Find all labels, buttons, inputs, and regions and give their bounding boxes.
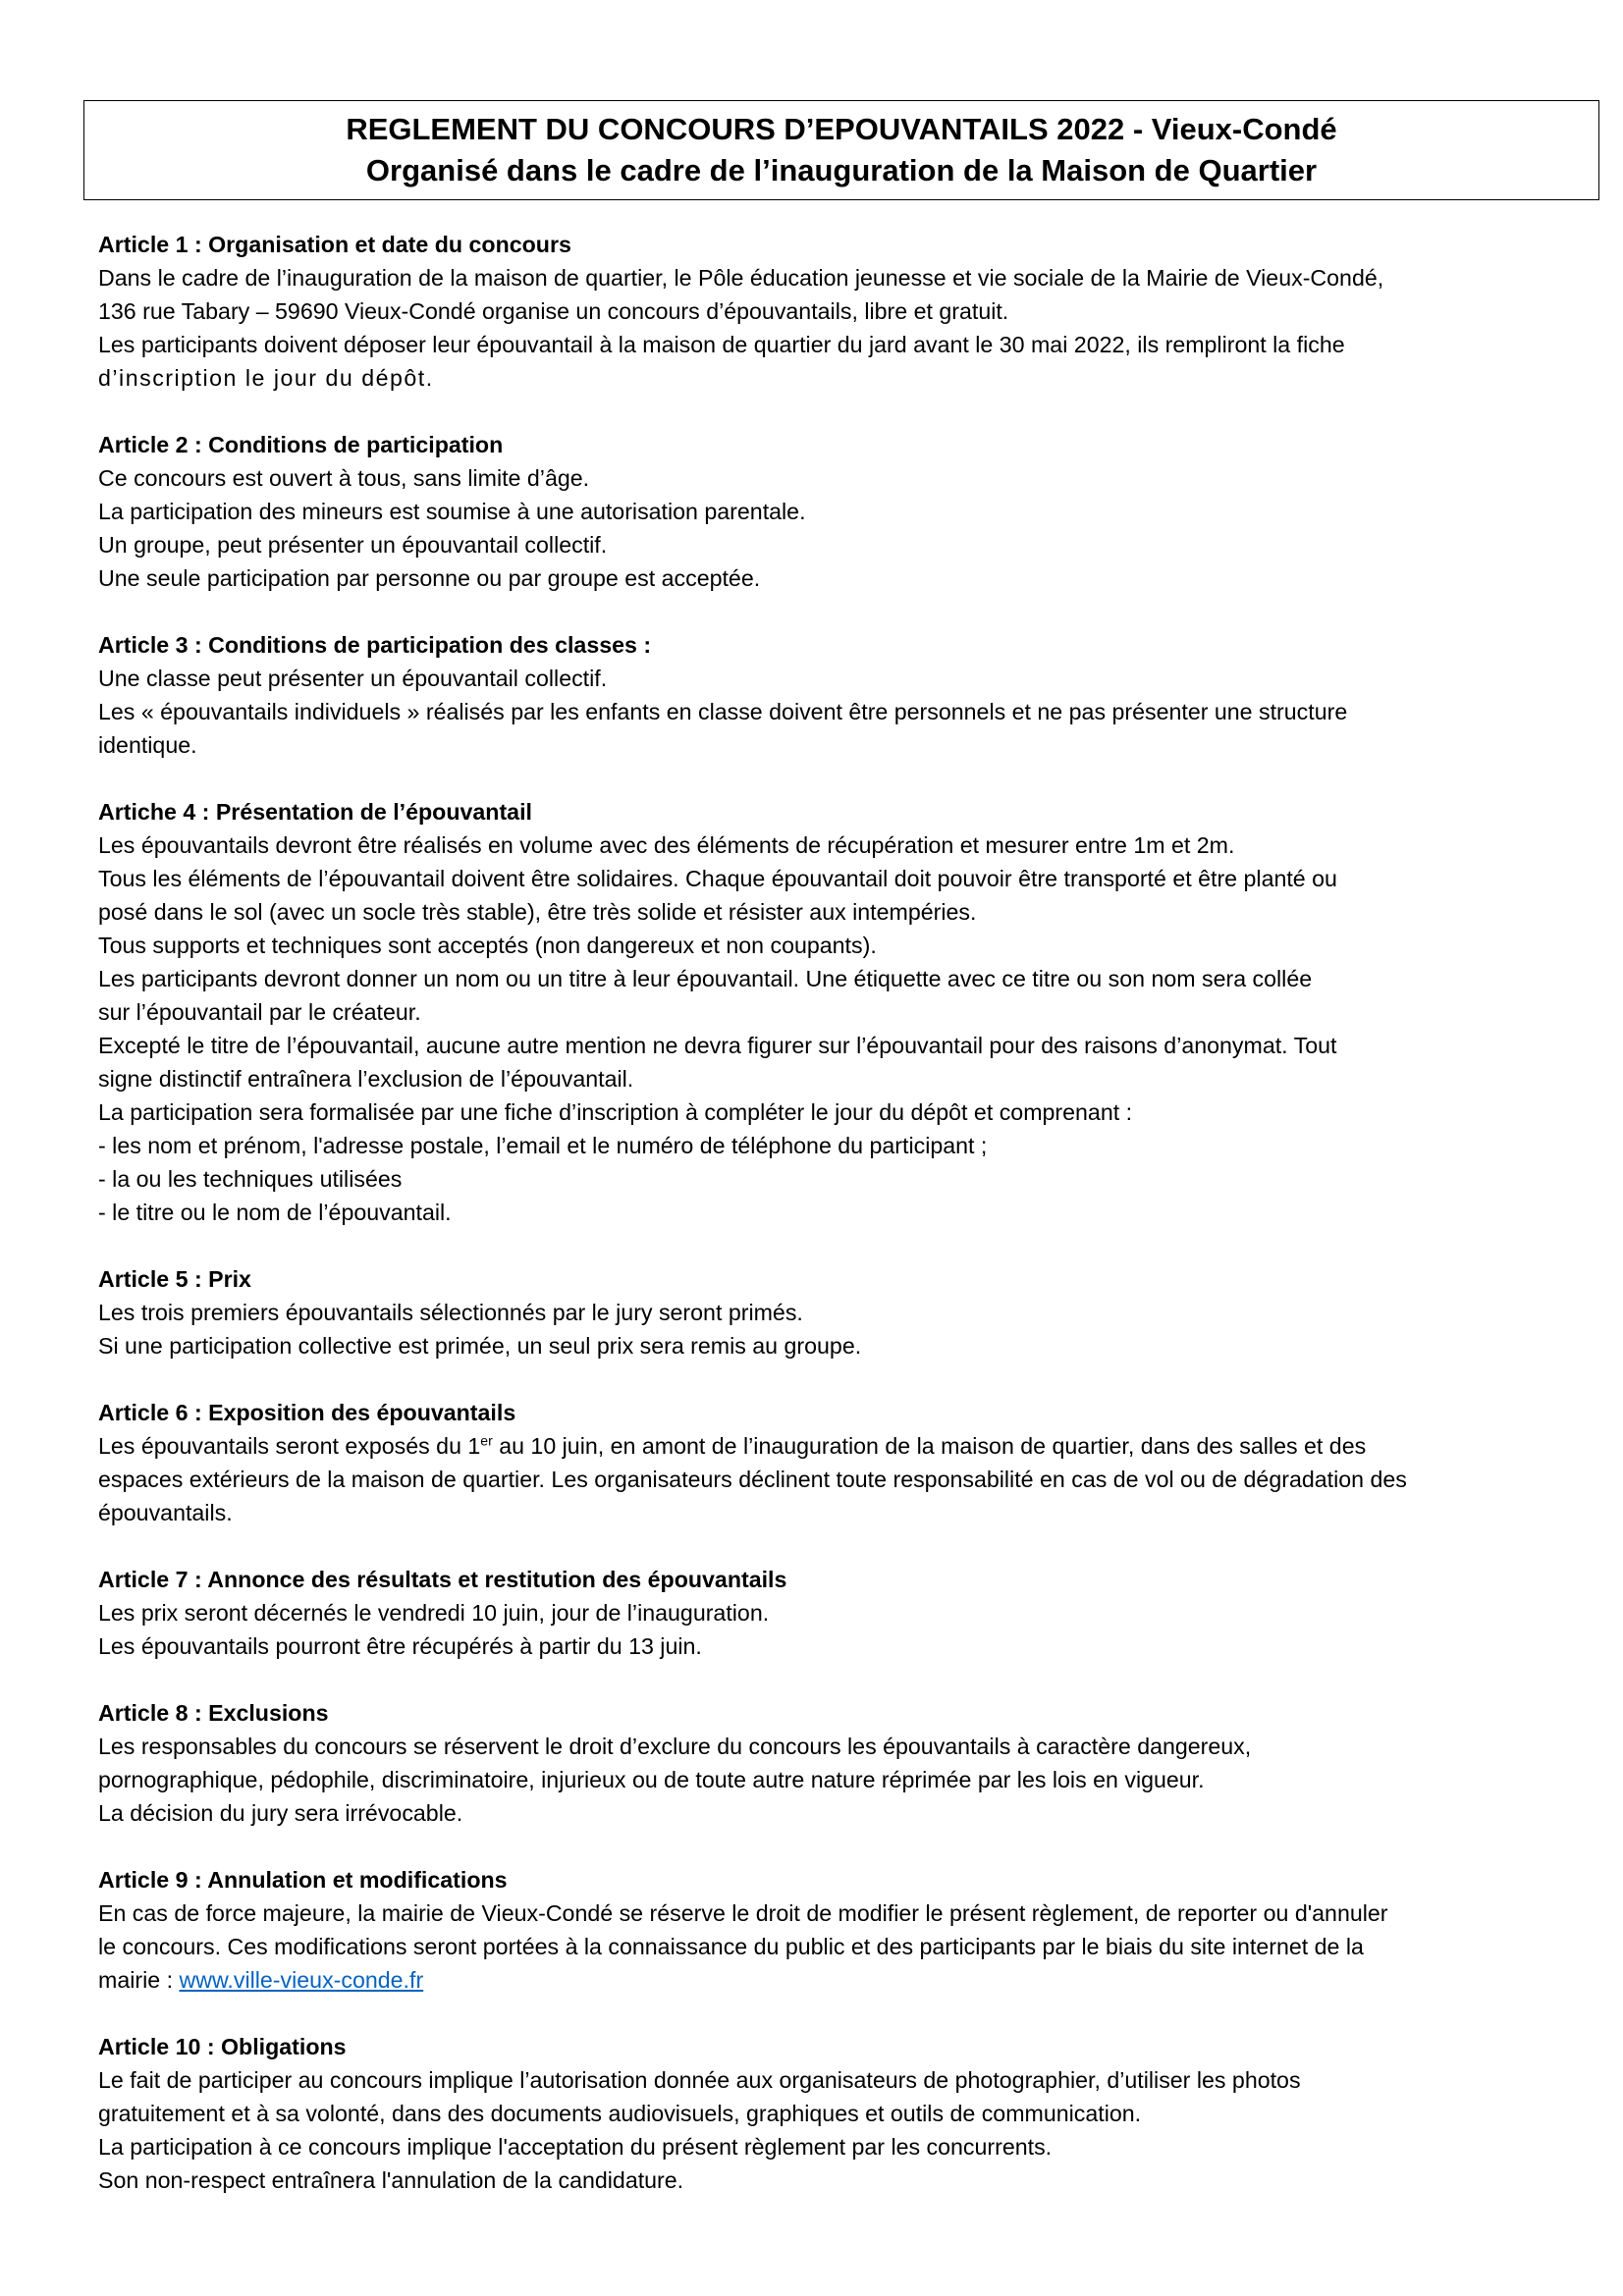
paragraph-line: Les épouvantails devront être réalisés en volume avec des éléments de récupération et mesurer entre 1m et 2m. xyxy=(98,832,1235,858)
paragraph-line: La participation sera formalisée par une fiche d’inscription à compléter le jour du dépôt et comprenant : xyxy=(98,1099,1133,1125)
paragraph-line: Excepté le titre de l’épouvantail, aucune autre mention ne devra figurer sur l’épouvantail pour des raisons d’anonymat. Tout xyxy=(98,1033,1337,1058)
paragraph-line: La décision du jury sera irrévocable. xyxy=(98,1800,463,1826)
paragraph-line: Les trois premiers épouvantails sélectionnés par le jury seront primés. xyxy=(98,1300,803,1325)
paragraph-line: épouvantails. xyxy=(98,1500,233,1525)
article-heading: Article 5 : Prix xyxy=(98,1266,251,1292)
paragraph-line: Tous les éléments de l’épouvantail doivent être solidaires. Chaque épouvantail doit pouvoir être transporté et être planté ou xyxy=(98,866,1337,891)
paragraph-line: Les « épouvantails individuels » réalisés par les enfants en classe doivent être personnels et ne pas présenter une structure xyxy=(98,699,1348,724)
paragraph-line: 136 rue Tabary – 59690 Vieux-Condé organise un concours d’épouvantails, libre et gratuit. xyxy=(98,298,1009,324)
document-body xyxy=(98,228,1542,2230)
article-heading: Article 8 : Exclusions xyxy=(98,1700,329,1726)
paragraph-line: Tous supports et techniques sont acceptés (non dangereux et non coupants). xyxy=(98,933,877,958)
paragraph-line: La participation des mineurs est soumise à une autorisation parentale. xyxy=(98,499,806,524)
paragraph-line: le concours. Ces modifications seront portées à la connaissance du public et des participants par le biais du site internet de la xyxy=(98,1934,1364,1959)
paragraph-line xyxy=(98,1429,1542,1463)
paragraph-line: pornographique, pédophile, discriminatoire, injurieux ou de toute autre nature réprimée par les lois en vigueur. xyxy=(98,1767,1205,1792)
article-heading: Article 3 : Conditions de participation des classes : xyxy=(98,632,652,658)
document-subtitle: Organisé dans le cadre de l’inauguration de la Maison de Quartier xyxy=(365,153,1318,187)
paragraph-line: Les prix seront décernés le vendredi 10 juin, jour de l’inauguration. xyxy=(98,1600,770,1626)
article-heading: Article 2 : Conditions de participation xyxy=(98,432,504,457)
article-4 xyxy=(98,795,1542,1229)
paragraph-line: Un groupe, peut présenter un épouvantail collectif. xyxy=(98,532,608,558)
paragraph-line: d’inscription le jour du dépôt. xyxy=(98,365,434,391)
article-heading: Article 7 : Annonce des résultats et restitution des épouvantails xyxy=(98,1567,787,1592)
article-7 xyxy=(98,1563,1542,1663)
list-item: - le titre ou le nom de l’épouvantail. xyxy=(98,1200,452,1225)
paragraph-line: Une classe peut présenter un épouvantail collectif. xyxy=(98,666,608,691)
title-box xyxy=(83,100,1599,200)
paragraph-line: Les responsables du concours se réservent le droit d’exclure du concours les épouvantails à caractère dangereux, xyxy=(98,1734,1252,1759)
article-5 xyxy=(98,1262,1542,1362)
text-run: au 10 juin, en amont de l’inauguration de la maison de quartier, dans des salles et des xyxy=(492,1433,1367,1459)
paragraph-line: identique. xyxy=(98,732,197,758)
paragraph-line: Son non-respect entraînera l'annulation de la candidature. xyxy=(98,2167,684,2193)
paragraph-line: Dans le cadre de l’inauguration de la maison de quartier, le Pôle éducation jeunesse et vie sociale de la Mairie de Vieux-Condé, xyxy=(98,265,1384,291)
text-run: mairie : xyxy=(98,1967,180,1993)
paragraph-line: Les participants doivent déposer leur épouvantail à la maison de quartier du jard avant le 30 mai 2022, ils rempliront la fiche xyxy=(98,332,1345,357)
paragraph-line: Les participants devront donner un nom ou un titre à leur épouvantail. Une étiquette avec ce titre ou son nom sera collée xyxy=(98,966,1313,991)
list-item: - la ou les techniques utilisées xyxy=(98,1166,403,1192)
paragraph-line: Si une participation collective est primée, un seul prix sera remis au groupe. xyxy=(98,1333,862,1359)
paragraph-line: posé dans le sol (avec un socle très stable), être très solide et résister aux intempéries. xyxy=(98,899,977,925)
article-heading: Artiche 4 : Présentation de l’épouvantail xyxy=(98,799,532,825)
article-heading: Article 10 : Obligations xyxy=(98,2034,347,2059)
paragraph-line: En cas de force majeure, la mairie de Vieux-Condé se réserve le droit de modifier le présent règlement, de reporter ou d'annuler xyxy=(98,1900,1388,1926)
paragraph-line: sur l’épouvantail par le créateur. xyxy=(98,999,421,1025)
article-heading: Article 1 : Organisation et date du concours xyxy=(98,232,571,257)
website-link[interactable]: www.ville-vieux-conde.fr xyxy=(179,1967,424,1993)
article-10 xyxy=(98,2030,1542,2197)
article-heading: Article 6 : Exposition des épouvantails xyxy=(98,1400,516,1425)
article-8 xyxy=(98,1696,1542,1830)
article-1 xyxy=(98,228,1542,395)
superscript: er xyxy=(480,1432,493,1449)
paragraph-line xyxy=(98,1963,1542,1997)
article-3 xyxy=(98,628,1542,762)
paragraph-line: La participation à ce concours implique l'acceptation du présent règlement par les concurrents. xyxy=(98,2134,1053,2160)
paragraph-line: Le fait de participer au concours implique l’autorisation donnée aux organisateurs de photographier, d’utiliser les photos xyxy=(98,2067,1301,2093)
paragraph-line: espaces extérieurs de la maison de quartier. Les organisateurs déclinent toute responsabilité en cas de vol ou de dégradation des xyxy=(98,1467,1407,1492)
document-title: REGLEMENT DU CONCOURS D’EPOUVANTAILS 2022 - Vieux-Condé xyxy=(346,112,1337,146)
text-run: Les épouvantails seront exposés du 1 xyxy=(98,1433,481,1459)
paragraph-line: gratuitement et à sa volonté, dans des documents audiovisuels, graphiques et outils de communication. xyxy=(98,2101,1142,2126)
paragraph-line: Les épouvantails pourront être récupérés à partir du 13 juin. xyxy=(98,1633,702,1659)
paragraph-line: signe distinctif entraînera l’exclusion de l’épouvantail. xyxy=(98,1066,634,1092)
article-9 xyxy=(98,1863,1542,1997)
paragraph-line: Ce concours est ouvert à tous, sans limite d’âge. xyxy=(98,465,590,491)
list-item: - les nom et prénom, l'adresse postale, l’email et le numéro de téléphone du participant ; xyxy=(98,1133,988,1158)
article-2 xyxy=(98,428,1542,595)
paragraph-line: Une seule participation par personne ou par groupe est acceptée. xyxy=(98,565,761,591)
article-6 xyxy=(98,1396,1542,1529)
article-heading: Article 9 : Annulation et modifications xyxy=(98,1867,508,1893)
